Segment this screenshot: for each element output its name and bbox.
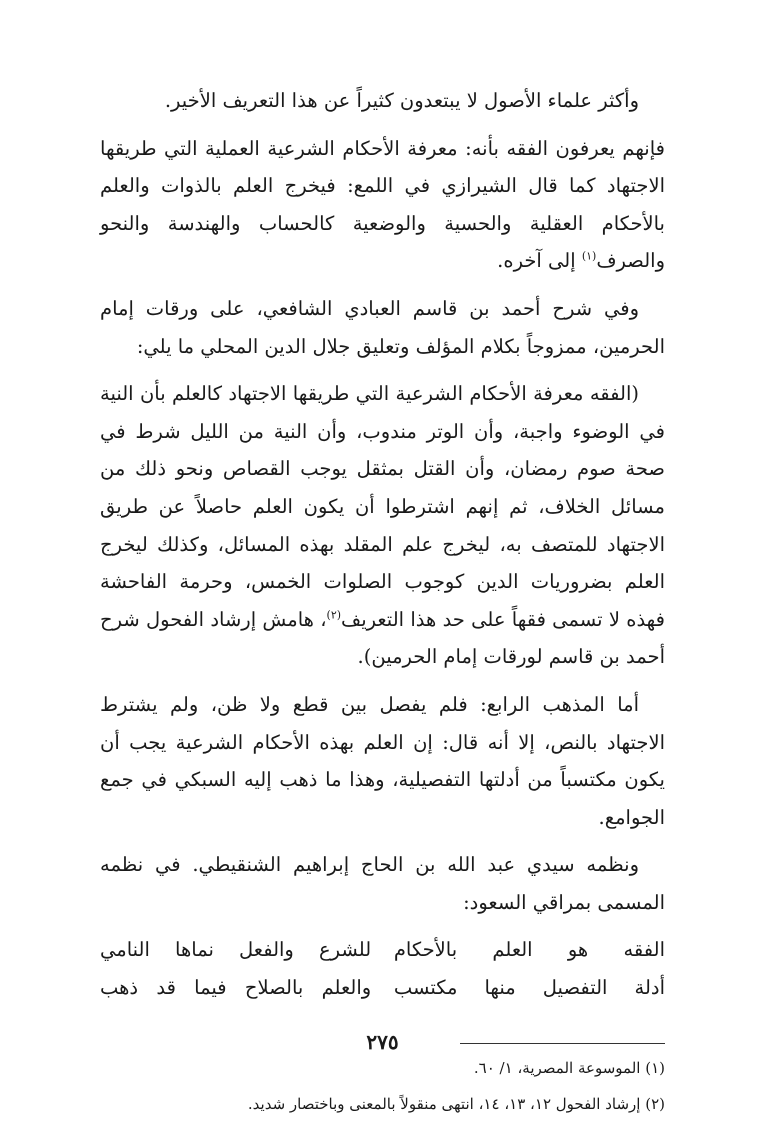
footnote-ref-1[interactable]: (١) [581,249,597,263]
paragraph-1-text: وأكثر علماء الأصول لا يبتعدون كثيراً عن هذا التعريف الأخير. [164,89,639,112]
paragraph-2-tail: إلى آخره. [497,249,582,273]
paragraph-5 [100,686,665,836]
paragraph-2 [100,130,665,280]
poem [100,931,665,1006]
poem-verse-1-first-hemistich: الفقه هو العلم بالأحكام [393,938,665,962]
poem-verse-1 [100,931,665,969]
poem-verse-2 [100,969,665,1007]
footnote-1-number: (١) [645,1058,665,1077]
paragraph-4-tail: ، هامش إرشاد الفحول شرح أحمد بن قاسم لورقات إمام الحرمين). [100,607,665,669]
paragraph-4-text: (الفقه معرفة الأحكام الشرعية التي طريقها الاجتهاد كالعلم بأن النية في الوضوء واجبة، وأن الوتر مندوب، وأن النية من الليل شرط في صحة صوم رمضان، وأن القتل بمثقل يوجب القصاص ونحو ذلك من مسائل الخلاف، ثم إنهم اشترطوا أن يكون العلم حاصلاً عن طريق الاجتهاد للمتصف به، ليخرج علم المقلد بهذه المسائل، وكذلك ليخرج العلم بضروريات الدين كوجوب الصلوات الخمس، وحرمة الفاحشة فهذه لا تسمى فقهاً على حد هذا التعريف [100,382,665,631]
poem-verse-2-first-hemistich: أدلة التفصيل منها مكتسب [393,976,665,1000]
paragraph-2-text: فإنهم يعرفون الفقه بأنه: معرفة الأحكام الشرعية العملية التي طريقها الاجتهاد كما قال الشيرازي في اللمع: فيخرج العلم بالذوات والعلم بالأحكام العقلية والحسية والوضعية كالحساب والهندسة والنحو والصرف [100,136,665,273]
footnote-1 [100,1050,665,1086]
paragraph-4 [100,375,665,676]
page-number: ٢٧٥ [366,1030,399,1054]
paragraph-6 [100,846,665,921]
paragraph-5-text: أما المذهب الرابع: فلم يفصل بين قطع ولا ظن، ولم يشترط الاجتهاد بالنص، إلا أنه قال: إن العلم بهذه الأحكام الشرعية يجب أن يكون مكتسباً من أدلتها التفصيلية، وهذا ما ذهب إليه السبكي في جمع الجوامع. [100,692,665,829]
paragraph-6-text: ونظمه سيدي عبد الله بن الحاج إبراهيم الشنقيطي. في نظمه المسمى بمراقي السعود: [100,853,665,914]
poem-verse-2-second-hemistich: والعلم بالصلاح فيما قد ذهب [100,976,372,1000]
footnote-ref-2[interactable]: (٢) [326,608,342,622]
footnote-1-text: الموسوعة المصرية، ١/ ٦٠. [473,1058,641,1077]
paragraph-1 [100,82,665,120]
footnote-2 [100,1086,665,1122]
footnote-2-number: (٢) [645,1094,665,1113]
paragraph-3-text: وفي شرح أحمد بن قاسم العبادي الشافعي، على ورقات إمام الحرمين، ممزوجاً بكلام المؤلف وتعليق جلال الدين المحلي ما يلي: [100,296,665,358]
poem-verse-1-second-hemistich: للشرع والفعل نماها النامي [100,938,372,962]
page-body [100,82,665,1122]
paragraph-3 [100,290,665,365]
footnote-2-text: إرشاد الفحول ١٢، ١٣، ١٤، انتهى منقولاً بالمعنى وباختصار شديد. [247,1094,641,1113]
